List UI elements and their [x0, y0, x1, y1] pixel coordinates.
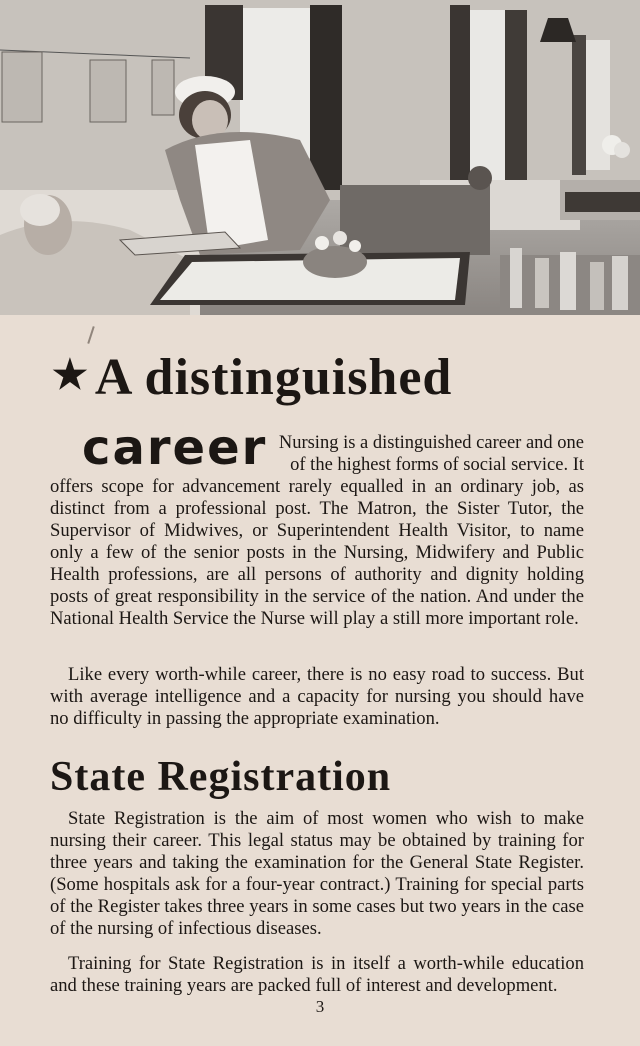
lead-line: of the highest forms of social service. It	[290, 455, 584, 475]
title-text: A distinguished	[94, 349, 453, 406]
lead-line: Nursing is a distinguished career and one	[278, 433, 584, 453]
nurse-ward-illustration	[0, 0, 640, 315]
page-title	[52, 349, 453, 406]
body-paragraph: Like every worth-while career, there is no easy road to success. But with average intelligence and a capacity for nursing you should have no difficulty in passing the appropriate examination.	[50, 664, 584, 729]
section-paragraph: State Registration is the aim of most women who wish to make nursing their career. This legal status may be obtained by training for three years and taking the examination for the General State Register. (Some hospitals ask for a four-year contract.) Training for special parts of the Register takes three years in some cases but two years in the case of the nursing of infectious diseases.	[50, 808, 584, 939]
ward-photo	[0, 0, 640, 315]
section-paragraph: Training for State Registration is in itself a worth-while education and these training years are packed full of interest and development.	[50, 953, 584, 996]
pencil-mark	[87, 326, 94, 344]
star-icon: ★	[52, 352, 89, 397]
lead-text	[272, 432, 584, 476]
career-drop-word: career	[82, 420, 268, 476]
section-heading: State Registration	[50, 754, 392, 800]
body-paragraph: offers scope for advancement rarely equalled in an ordinary job, as distinct from a professional post. The Matron, the Sister Tutor, the Supervisor of Midwives, or Superintendent Health Visitor, to name only a few of the senior posts in the Nursing, Midwifery and Public Health professions, are all persons of authority and dignity holding posts of great responsibility in the service of the nation. And under the National Health Service the Nurse will play a still more important role.	[50, 476, 584, 629]
page-number: 3	[315, 997, 325, 1016]
